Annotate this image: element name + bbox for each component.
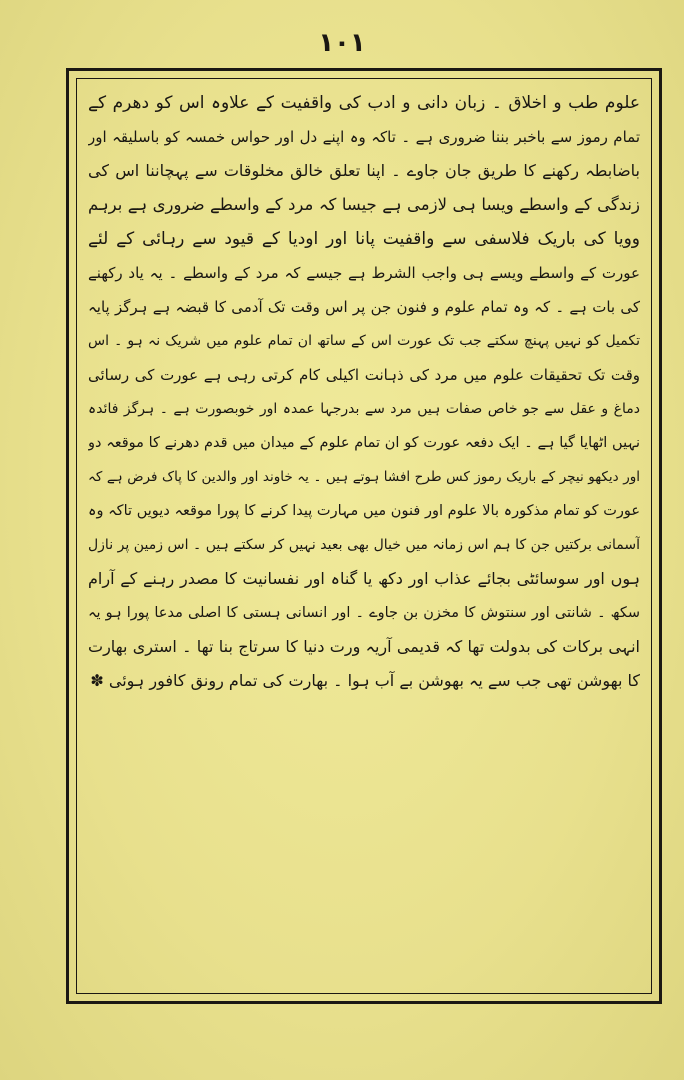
text-line: عورت کو تمام مذکورہ بالا علوم اور فنون میں مہارت پیدا کرنے کا پورا موقعہ دیویں تاکہ وہ	[88, 503, 640, 519]
text-line: تکمیل کو نہیں پہنچ سکتے جب تک عورت اس کے ساتھ ان تمام علوم میں شریک نہ ہو ۔ اس	[88, 333, 640, 349]
text-line: عورت کے واسطے ویسے ہی واجب الشرط ہے جیسے کہ مرد کے واسطے ۔ یہ یاد رکھنے	[88, 264, 640, 282]
text-line: زندگی کے واسطے ویسا ہی لازمی ہے جیسا کہ مرد کے واسطے ضروری ہے برہم	[88, 195, 640, 214]
text-line: باضابطہ رکھنے کا طریق جان جاوے ۔ اپنا تعلق خالق مخلوقات سے پہچاننا اس کی	[88, 161, 640, 180]
text-line: اور دیکھو نیچر کے باریک رموز کس طرح افشا ہوتے ہیں ۔ یہ خاوند اور والدین کا پاک فرض ہے کہ	[88, 469, 640, 485]
text-line: انہی برکات کی بدولت تھا کہ قدیمی آریہ ورت دنیا کا سرتاج بنا تھا ۔ استری بھارت	[88, 637, 640, 656]
text-line: علوم طب و اخلاق ۔ زبان دانی و ادب کی واقفیت کے علاوہ اس کو دھرم کے	[88, 93, 640, 113]
text-line: کی بات ہے ۔ کہ وہ تمام علوم و فنون جن پر اس وقت تک آدمی کا قبضہ ہے ہرگز پایہ	[88, 298, 640, 316]
text-line: وقت تک تحقیقات علوم میں مرد کی ذہانت اکیلی کام کرتی رہی ہے عورت کی رسائی	[88, 366, 640, 384]
page-number: ۱۰۱	[318, 28, 366, 58]
text-line: دماغ و عقل سے جو خاص صفات ہیں مرد سے بدرجہا عمدہ اور خوبصورت ہے ۔ ہرگز فائدہ	[88, 401, 640, 417]
text-line: نہیں اٹھایا گیا ہے ۔ ایک دفعہ عورت کو ان تمام علوم کے میدان میں قدم دھرنے کا موقعہ دو	[88, 435, 640, 451]
text-line: آسمانی برکتیں جن کا ہم اس زمانہ میں خیال بھی بعید نہیں کر سکتے ہیں ۔ اس زمین پر نازل	[88, 537, 640, 553]
body-text	[88, 86, 640, 698]
text-line: سکھ ۔ شانتی اور سنتوش کا مخزن بن جاوے ۔ اور انسانی ہستی کا اصلی مدعا پورا ہو یہ	[88, 605, 640, 621]
text-line: تمام رموز سے باخبر بننا ضروری ہے ۔ تاکہ وہ اپنے دل اور حواس خمسہ کو باسلیقہ اور	[88, 128, 640, 146]
text-line: کا بھوشن تھی جب سے یہ بھوشن بے آب ہوا ۔ بھارت کی تمام رونق کافور ہوئی ✽	[90, 671, 640, 690]
text-line: وویا کی باریک فلاسفی سے واقفیت پانا اور اودیا کے قیود سے رہائی کے لئے	[88, 229, 640, 249]
text-line: ہوں اور سوسائٹی بجائے عذاب اور دکھ یا گناہ اور نفسانیت کا مصدر رہنے کے آرام	[88, 569, 640, 588]
